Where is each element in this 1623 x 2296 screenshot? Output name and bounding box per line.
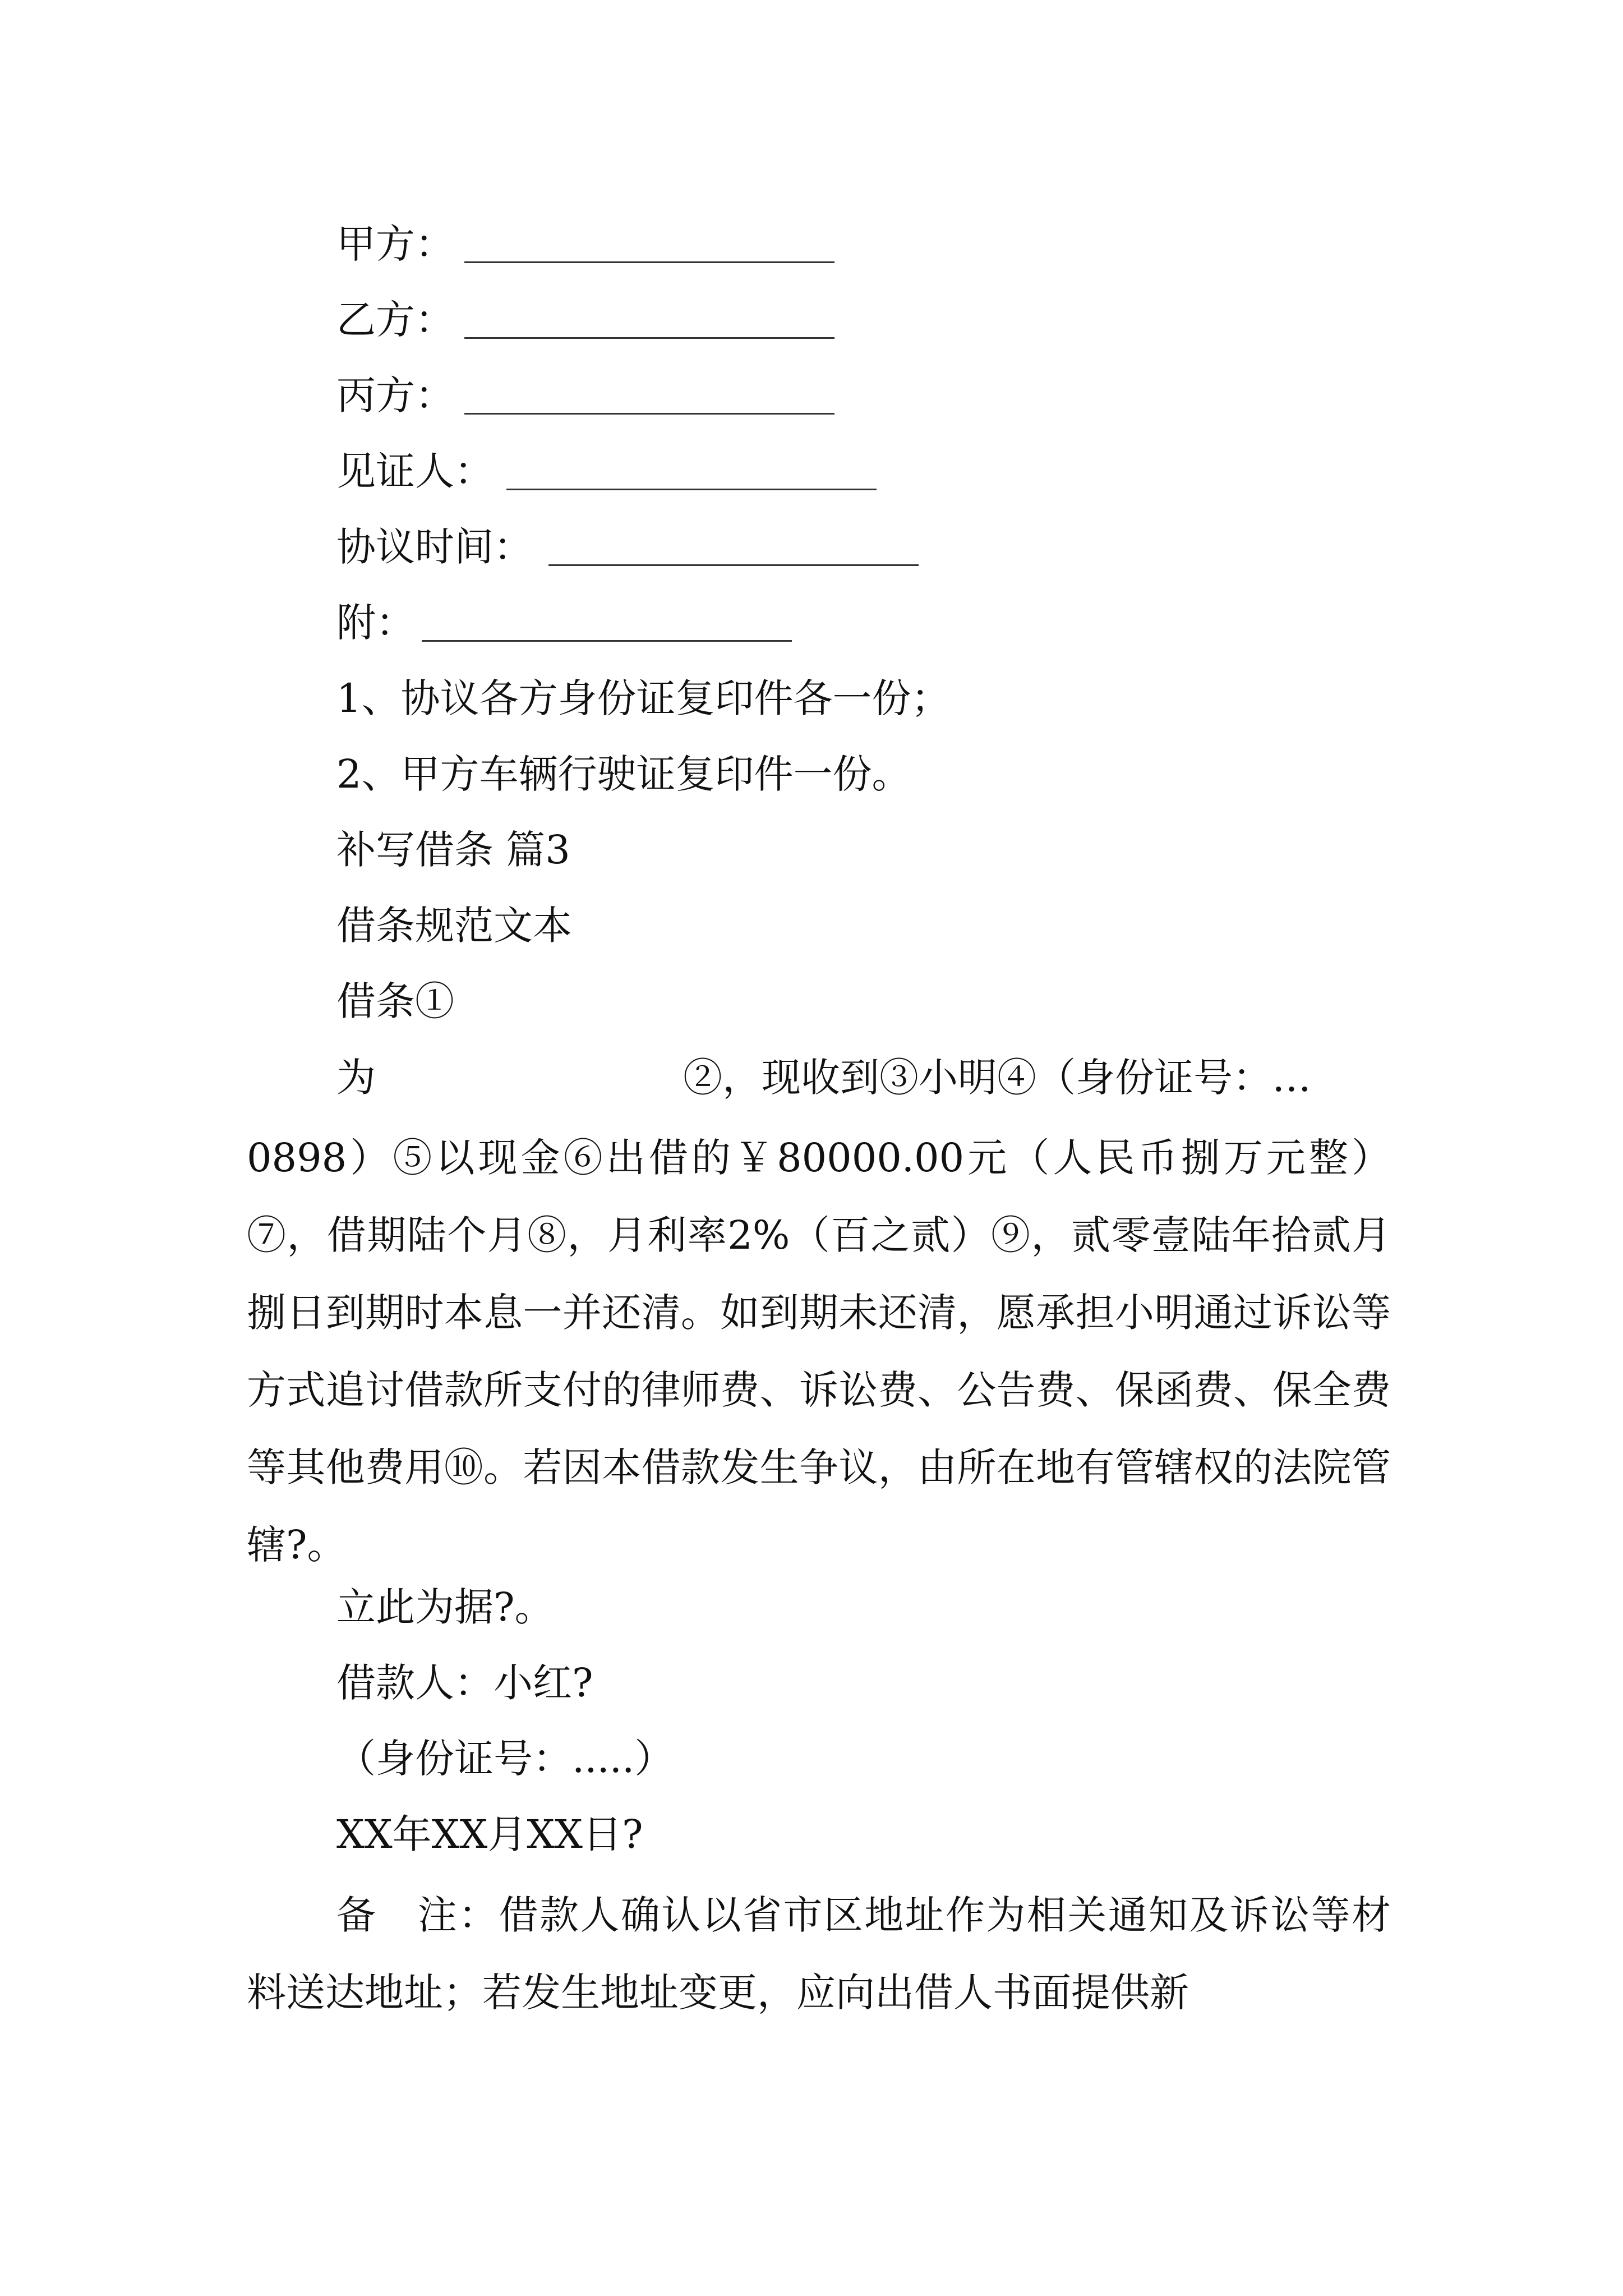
borrower-line: 借款人：小红? bbox=[336, 1660, 593, 1706]
attachment-item-1: 1、协议各方身份证复印件各一份； bbox=[336, 675, 951, 721]
field-witness bbox=[336, 446, 494, 496]
section-heading: 补写借条 篇3 bbox=[336, 827, 570, 873]
id-line: （身份证号：.....） bbox=[336, 1736, 674, 1782]
body-lead: 为 bbox=[336, 1055, 376, 1101]
field-agreement-time bbox=[336, 522, 533, 572]
field-label: 附： bbox=[336, 600, 415, 646]
field-party-c bbox=[336, 370, 454, 421]
attachment-item-2: 2、甲方车辆行驶证复印件一份。 bbox=[336, 751, 911, 797]
iou-title: 借条① bbox=[336, 978, 454, 1024]
remark-paragraph: 备 注：借款人确认以省市区地址作为相关通知及诉讼等材料送达地址；若发生地址变更，应向出借人书面提供新 bbox=[247, 1892, 1391, 2016]
blank-underline bbox=[548, 564, 919, 566]
blank-underline bbox=[422, 640, 792, 642]
field-label: 丙方： bbox=[336, 372, 454, 418]
field-label: 乙方： bbox=[336, 297, 454, 343]
field-party-a bbox=[336, 219, 454, 269]
field-label: 甲方： bbox=[336, 221, 454, 267]
template-title: 借条规范文本 bbox=[336, 903, 572, 949]
date-line: XX年XX月XX日? bbox=[336, 1811, 643, 1857]
blank-underline bbox=[464, 261, 834, 263]
field-label: 协议时间： bbox=[336, 524, 533, 570]
body-paragraph: 0898）⑤以现金⑥出借的￥80000.00元（人民币捌万元整）⑦，借期陆个月⑧，月利率2%（百之贰）⑨，贰零壹陆年拾贰月捌日到期时本息一并还清。如到期未还清，愿承担小明通过诉讼等方式追讨借款所支付的律师费、诉讼费、公告费、保函费、保全费等其他费用⑩。若因本借款发生争议，由所在地有管辖权的法院管辖?。 bbox=[247, 1135, 1391, 1568]
witness-line: 立此为据?。 bbox=[336, 1584, 554, 1630]
blank-underline bbox=[464, 413, 834, 415]
field-label: 见证人： bbox=[336, 448, 494, 494]
blank-underline bbox=[506, 489, 877, 490]
body-first-line-rest: ②，现收到③小明④（身份证号：… bbox=[683, 1055, 1311, 1101]
blank-underline bbox=[464, 337, 834, 339]
field-attachment bbox=[336, 597, 415, 648]
field-party-b bbox=[336, 295, 454, 345]
